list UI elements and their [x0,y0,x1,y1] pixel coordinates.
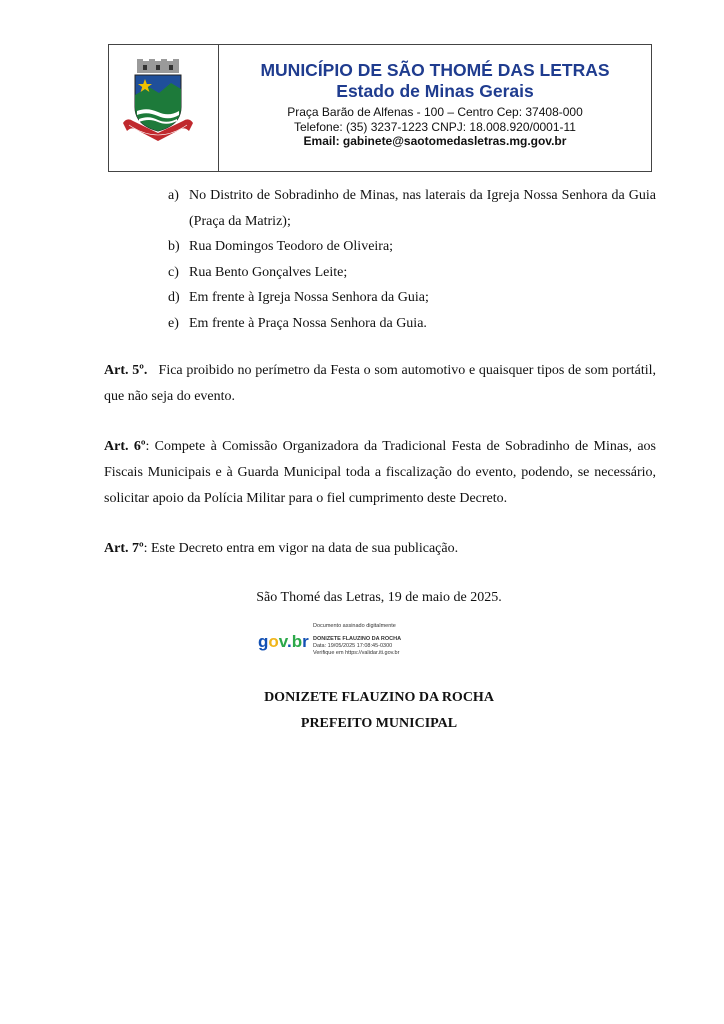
date-line: São Thomé das Letras, 19 de maio de 2025. [256,590,502,605]
list-item [168,260,656,286]
article-5-label: Art. 5º. [104,363,148,378]
list-marker: d) [168,290,180,305]
list-item-text: Rua Bento Gonçalves Leite; [189,264,348,280]
signatory-name: DONIZETE FLAUZINO DA ROCHA [264,690,494,705]
coat-of-arms-icon [119,59,197,143]
signature-signer: DONIZETE FLAUZINO DA ROCHA [313,636,402,642]
signature-caption: Documento assinado digitalmente [313,623,396,629]
list-marker: b) [168,239,180,254]
article-5 [104,358,656,410]
list-item [168,183,656,234]
govbr-logo-icon [258,630,310,652]
phone-cnpj-line: Telefone: (35) 3237-1223 CNPJ: 18.008.920/0001-11 [294,120,576,134]
article-7 [104,536,656,562]
signatory-role: PREFEITO MUNICIPAL [300,716,458,731]
location-list [168,183,656,336]
list-item-text: Rua Domingos Teodoro de Oliveira; [189,239,394,254]
article-6 [104,434,656,512]
list-marker: e) [168,315,179,331]
list-item-text: No Distrito de Sobradinho de Minas, nas laterais da Igreja Nossa Senhora da Guia (Praça da Matriz); [189,188,656,229]
list-item-text: Em frente à Igreja Nossa Senhora da Guia; [189,290,429,305]
municipality-title: MUNICÍPIO DE SÃO THOMÉ DAS LETRAS [260,60,610,80]
list-item [168,285,656,311]
digital-signature-stamp [258,620,458,666]
signature-date: Data: 19/05/2025 17:08:45-0300 [313,643,393,649]
list-item [168,311,656,337]
list-marker: a) [168,188,179,203]
list-item [168,234,656,260]
article-6-label: Art. 6º [104,439,146,454]
article-7-label: Art. 7º [104,541,144,556]
svg-text:gov.br: gov.br [258,632,309,651]
article-6-text: : Compete à Comissão Organizadora da Tradicional Festa de Sobradinho de Minas, aos Fiscais Municipais e à Guarda Municipal toda a fiscalização do evento, podendo, se necessário, solicitar apoio da Polícia Militar para o fiel cumprimento deste Decreto. [104,439,656,506]
list-marker: c) [168,264,179,280]
state-name: Estado de Minas Gerais [336,81,534,101]
address-line: Praça Barão de Alfenas - 100 – Centro Cep: 37408-000 [287,105,583,119]
letterhead [108,44,652,172]
letterhead-text [219,45,651,171]
article-5-text: Fica proibido no perímetro da Festa o som automotivo e quaisquer tipos de som portátil, que não seja do evento. [104,363,657,404]
email-line: Email: gabinete@saotomedasletras.mg.gov.br [303,134,567,148]
signature-verify: Verifique em https://validar.iti.gov.br [313,650,400,656]
list-item-text: Em frente à Praça Nossa Senhora da Guia. [189,315,427,331]
coat-of-arms-cell [109,45,219,171]
article-7-text: : Este Decreto entra em vigor na data de sua publicação. [143,541,459,556]
